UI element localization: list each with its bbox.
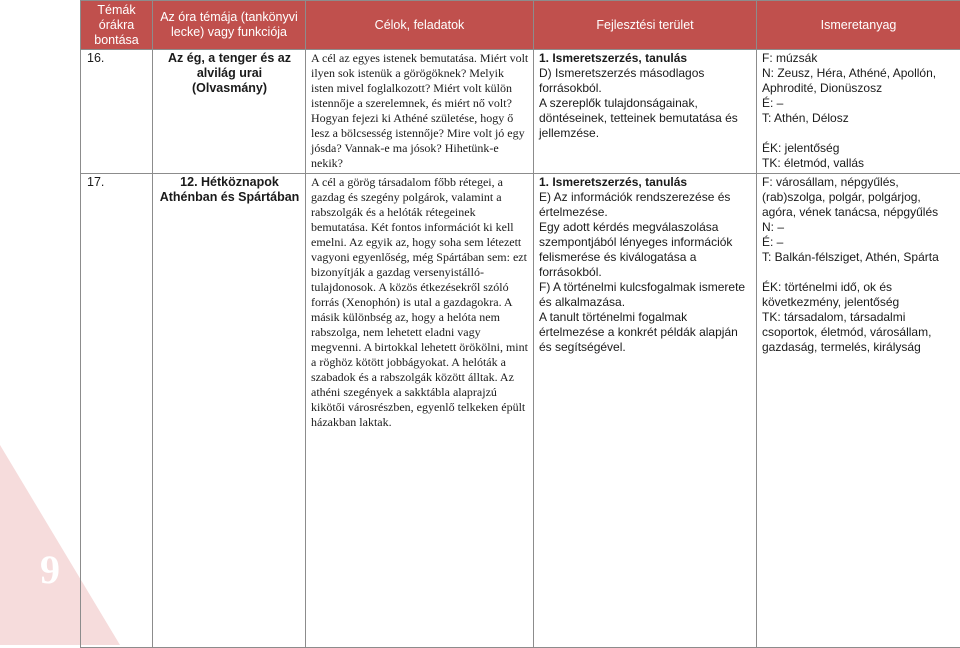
lesson-goals: A cél az egyes istenek bemutatása. Miért volt ilyen sok istenük a görögöknek? Melyik isten mivel foglalkozott? Miért volt külön istennője a szerelemnek, és miért nő volt? Hogyan fejezi ki Athéné születése, hogy ő lesz a bölcsesség istennője? Mire volt jó egy jósda? Vannak-e ma jósok? Hihetünk-e nekik? <box>306 50 534 174</box>
lesson-number: 17. <box>81 174 153 648</box>
knowledge-line: N: – <box>762 220 956 235</box>
knowledge-line: É: – <box>762 235 956 250</box>
lesson-goals: A cél a görög társadalom főbb rétegei, a gazdag és szegény polgárok, valamint a rabszolgák és a helóták rétegeinek bemutatása. Két fontos információt ki kell emelni. Az egyik az, hogy soha sem létezett vagyoni egyenlőség, még Spártában sem: ezt bizonyítják a gazdag versenyistálló-tulajdonosok. A közös étkezésekről szóló forrás (Xenophón) is utal a gazdagokra. A másik különbség az, hogy a helóta nem rabszolga, nem lehetett eladni vagy megvenni. A birtokkal lehetett örökölni, mint a röghöz kötött jobbágyokat. A helóták a szabadok és a rabszolgák között álltak. Az athéni szegények a sakktábla alaprajzú kikötői városrészben, egyenlő telkeken épült házakban laktak. <box>306 174 534 648</box>
knowledge-line: F: múzsák <box>762 51 956 66</box>
lesson-topic: Az ég, a tenger és az alvilág urai (Olvasmány) <box>153 50 306 174</box>
header-development: Fejlesztési terület <box>534 1 757 50</box>
knowledge-line: ÉK: történelmi idő, ok és következmény, jelentőség <box>762 280 956 310</box>
table-header-row <box>81 1 960 50</box>
development-line: Egy adott kérdés megválaszolása szempontjából lényeges információk felismerése és kiválogatása a forrásokból. <box>539 220 752 280</box>
header-knowledge: Ismeretanyag <box>757 1 960 50</box>
knowledge-line: É: – <box>762 96 956 111</box>
knowledge-cell <box>757 50 960 174</box>
knowledge-cell <box>757 174 960 648</box>
page-number: 9 <box>40 546 60 593</box>
lesson-plan-table <box>80 0 960 648</box>
development-area <box>534 174 757 648</box>
development-line: E) Az információk rendszerezése és értelmezése. <box>539 190 752 220</box>
knowledge-line: TK: életmód, vallás <box>762 156 956 171</box>
header-topic: Az óra témája (tankönyvi lecke) vagy funkciója <box>153 1 306 50</box>
development-area <box>534 50 757 174</box>
table-row <box>81 174 960 648</box>
development-line: D) Ismeretszerzés másodlagos forrásokból. <box>539 66 752 96</box>
lesson-topic: 12. Hétköznapok Athénban és Spártában <box>153 174 306 648</box>
header-number: Témák órákra bontása <box>81 1 153 50</box>
knowledge-line: ÉK: jelentőség <box>762 141 956 156</box>
knowledge-spacer <box>762 265 956 280</box>
development-line: F) A történelmi kulcsfogalmak ismerete és alkalmazása. <box>539 280 752 310</box>
development-category: 1. Ismeretszerzés, tanulás <box>539 175 752 190</box>
lesson-number: 16. <box>81 50 153 174</box>
table-row <box>81 50 960 174</box>
knowledge-spacer <box>762 126 956 141</box>
development-line: A szereplők tulajdonságainak, döntéseinek, tetteinek bemutatása és jellemzése. <box>539 96 752 141</box>
development-category: 1. Ismeretszerzés, tanulás <box>539 51 752 66</box>
knowledge-line: F: városállam, népgyűlés, (rab)szolga, polgár, polgárjog, agóra, vének tanácsa, népgyűlés <box>762 175 956 220</box>
development-line: A tanult történelmi fogalmak értelmezése a konkrét példák alapján és segítségével. <box>539 310 752 355</box>
knowledge-line: TK: társadalom, társadalmi csoportok, életmód, városállam, gazdaság, termelés, királyság <box>762 310 956 355</box>
header-goals: Célok, feladatok <box>306 1 534 50</box>
knowledge-line: T: Balkán-félsziget, Athén, Spárta <box>762 250 956 265</box>
knowledge-line: N: Zeusz, Héra, Athéné, Apollón, Aphrodité, Dionüszosz <box>762 66 956 96</box>
knowledge-line: T: Athén, Délosz <box>762 111 956 126</box>
